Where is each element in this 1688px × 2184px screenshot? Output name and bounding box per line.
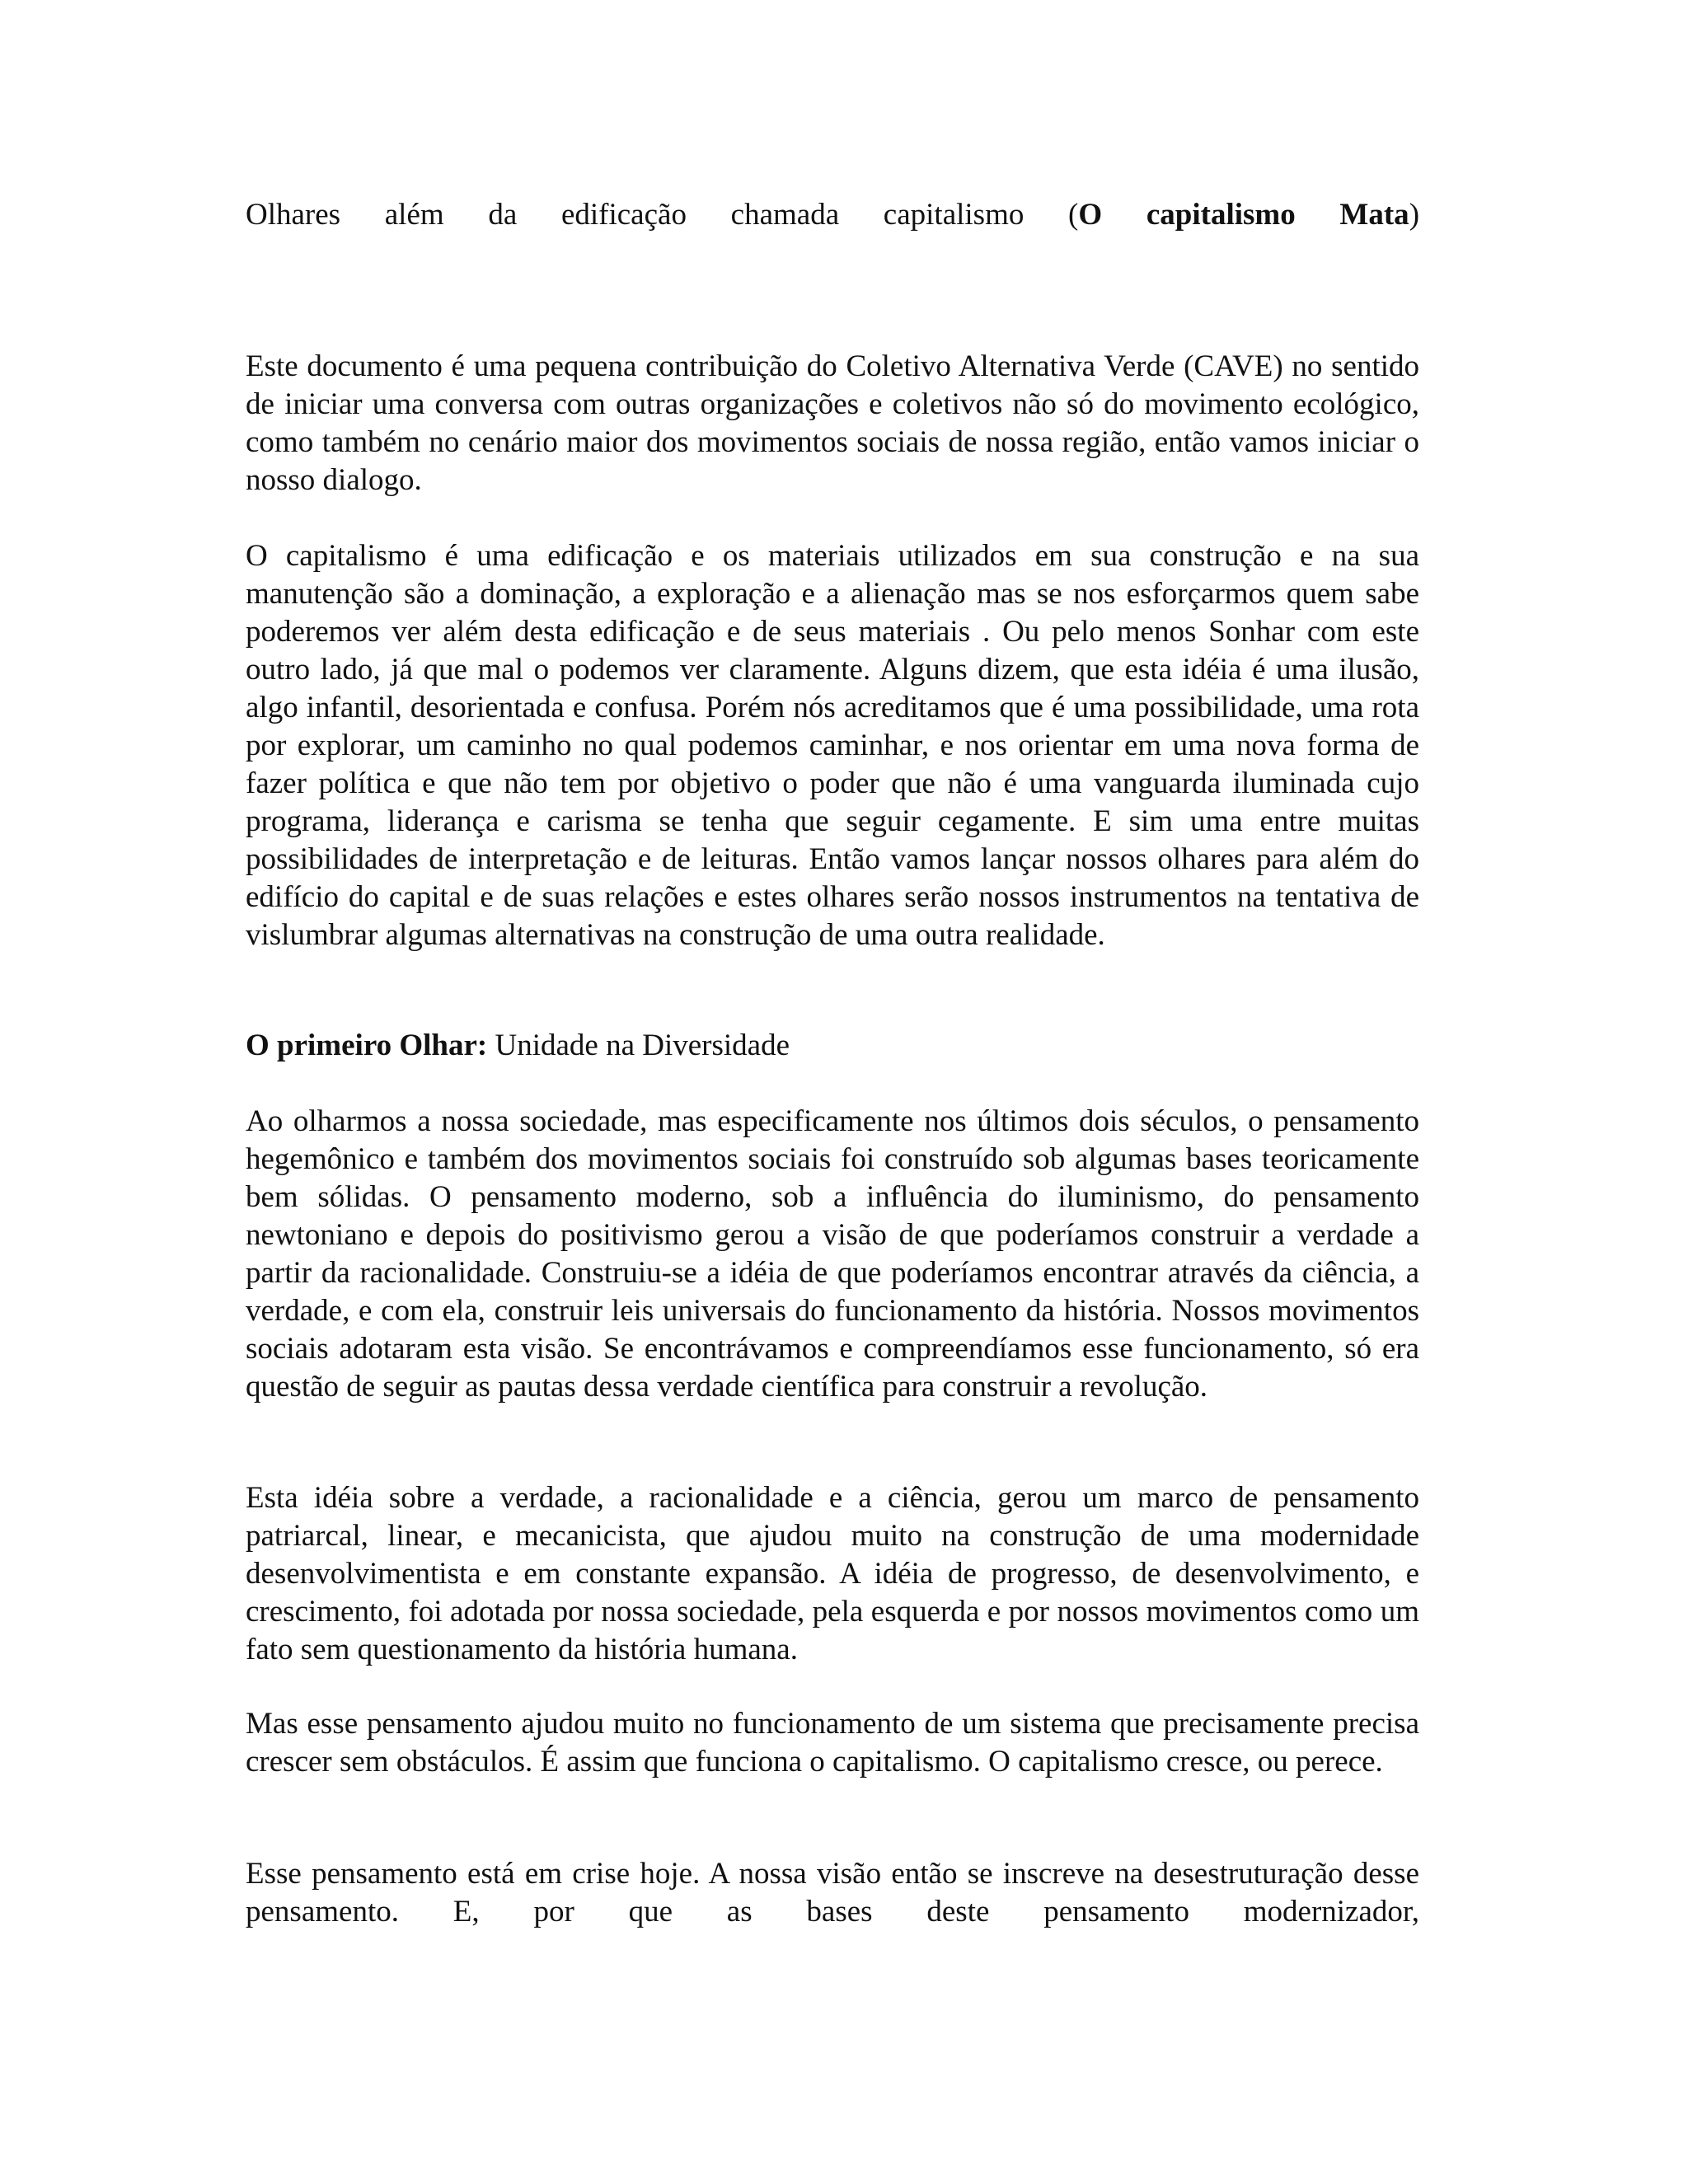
section-paragraph: Esse pensamento está em crise hoje. A nossa visão então se inscreve na desestruturação desse pensamento. E, por que as bases deste pensamento modernizador,	[246, 1857, 1419, 1929]
title-close: )	[1409, 198, 1420, 232]
title-text: Olhares além da edificação chamada capitalismo (	[246, 198, 1079, 232]
capitalism-paragraph: O capitalismo é uma edificação e os materiais utilizados em sua construção e na sua manutenção são a dominação, a exploração e a alienação mas se nos esforçarmos quem sabe poderemos ver além desta edificação e de seus materiais . Ou pelo menos Sonhar com este outro lado, já que mal o podemos ver claramente. Alguns dizem, que esta idéia é uma ilusão, algo infantil, desorientada e confusa. Porém nós acreditamos que é uma possibilidade, uma rota por explorar, um caminho no qual podemos caminhar, e nos orientar em uma nova forma de fazer política e que não tem por objetivo o poder que não é uma vanguarda iluminada cujo programa, liderança e carisma se tenha que seguir cegamente. E sim uma entre muitas possibilidades de interpretação e de leituras. Então vamos lançar nossos olhares para além do edifício do capital e de suas relações e estes olhares serão nossos instrumentos na tentativa de vislumbrar algumas alternativas na construção de uma outra realidade.	[246, 539, 1419, 952]
section-heading-label: O primeiro Olhar:	[246, 1029, 488, 1062]
intro-paragraph: Este documento é uma pequena contribuição do Coletivo Alternativa Verde (CAVE) no sentido de iniciar uma conversa com outras organizações e coletivos não só do movimento ecológico, como também no cenário maior dos movimentos sociais de nossa região, então vamos iniciar o nosso dialogo.	[246, 349, 1419, 497]
section-paragraph: Mas esse pensamento ajudou muito no funcionamento de um sistema que precisamente precisa crescer sem obstáculos. É assim que funciona o capitalismo. O capitalismo cresce, ou perece.	[246, 1707, 1419, 1779]
section-paragraph: Esta idéia sobre a verdade, a racionalidade e a ciência, gerou um marco de pensamento patriarcal, linear, e mecanicista, que ajudou muito na construção de uma modernidade desenvolvimentista e em constante expansão. A idéia de progresso, de desenvolvimento, e crescimento, foi adotada por nossa sociedade, pela esquerda e por nossos movimentos como um fato sem questionamento da história humana.	[246, 1481, 1419, 1666]
title-emphasis: O capitalismo Mata	[1078, 198, 1409, 232]
document-title	[246, 196, 1419, 234]
section-heading-title: Unidade na Diversidade	[487, 1029, 790, 1062]
section-paragraph: Ao olharmos a nossa sociedade, mas especificamente nos últimos dois séculos, o pensamento hegemônico e também dos movimentos sociais foi construído sob algumas bases teoricamente bem sólidas. O pensamento moderno, sob a influência do iluminismo, do pensamento newtoniano e depois do positivismo gerou a visão de que poderíamos construir a verdade a partir da racionalidade. Construiu-se a idéia de que poderíamos encontrar através da ciência, a verdade, e com ela, construir leis universais do funcionamento da história. Nossos movimentos sociais adotaram esta visão. Se encontrávamos e compreendíamos esse funcionamento, só era questão de seguir as pautas dessa verdade científica para construir a revolução.	[246, 1104, 1419, 1404]
section-heading	[246, 1027, 1419, 1065]
